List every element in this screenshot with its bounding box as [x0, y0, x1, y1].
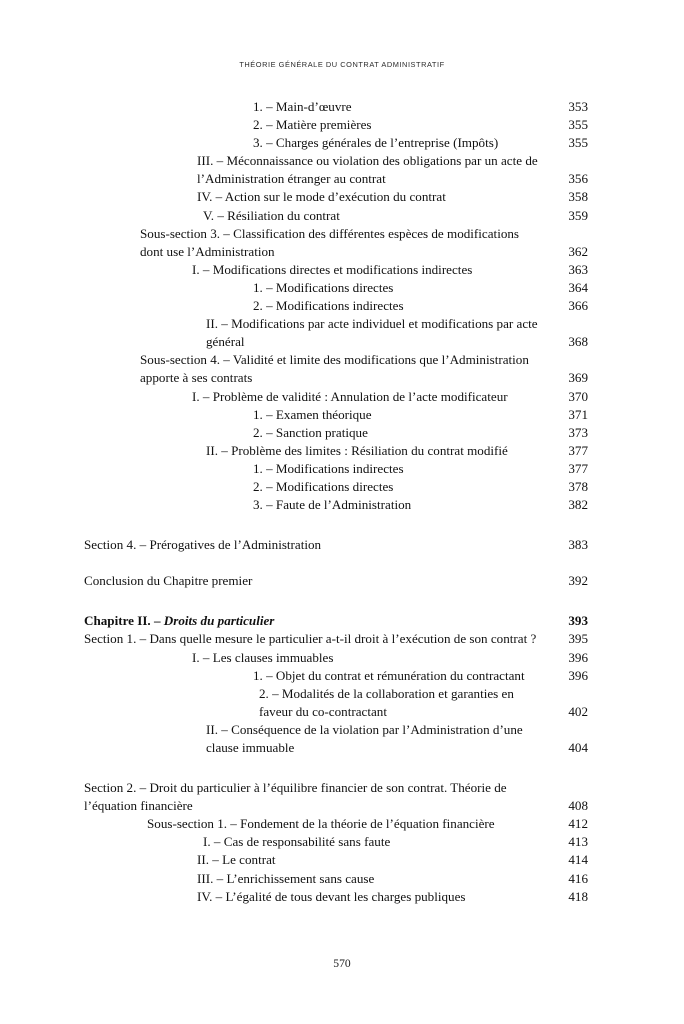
- toc-entry-page: 383: [568, 537, 588, 553]
- chapter-title: Droits du particulier: [163, 613, 275, 629]
- spacer: [84, 514, 588, 536]
- toc-entry[interactable]: [140, 351, 588, 387]
- toc-entry[interactable]: [203, 833, 588, 851]
- toc-entry-label: 2. – Modifications directes: [253, 478, 394, 494]
- toc-entry[interactable]: [253, 98, 588, 116]
- toc-entry-page: 371: [568, 406, 588, 422]
- toc-entry[interactable]: [197, 851, 588, 869]
- toc-entry[interactable]: [197, 188, 588, 206]
- toc-entry[interactable]: [147, 815, 588, 833]
- toc-entry-page: 356: [568, 171, 588, 187]
- toc-entry-page: 396: [568, 649, 588, 665]
- page-folio: 570: [333, 957, 351, 970]
- toc-entry-page: 408: [568, 798, 588, 814]
- toc-entry-page: 402: [568, 703, 588, 719]
- toc-entry-page: 396: [568, 667, 588, 683]
- toc-entry-page: 377: [568, 460, 588, 476]
- spacer: [84, 590, 588, 612]
- toc-entry-label: II. – Le contrat: [197, 852, 276, 868]
- toc-entry[interactable]: [206, 315, 588, 351]
- toc-entry[interactable]: [84, 630, 588, 648]
- toc-entry-page: 413: [568, 834, 588, 850]
- toc-entry[interactable]: [253, 460, 588, 478]
- toc-entry[interactable]: [192, 388, 588, 406]
- running-head: THÉORIE GÉNÉRALE DU CONTRAT ADMINISTRATIF: [239, 60, 445, 69]
- toc-entry-label: I. – Modifications directes et modifications indirectes: [192, 261, 473, 277]
- toc-entry-label: Section 4. – Prérogatives de l’Administration: [84, 537, 322, 553]
- toc-entry-page: 378: [568, 478, 588, 494]
- spacer: [84, 554, 588, 572]
- toc-entry-label: 3. – Charges générales de l’entreprise (Impôts): [253, 135, 499, 151]
- toc-entry[interactable]: [192, 649, 588, 667]
- toc-entry-page: 370: [568, 388, 588, 404]
- toc-entry-page: 369: [568, 370, 588, 386]
- toc-entry-page: 362: [568, 243, 588, 259]
- toc-entry-label: 2. – Matière premières: [253, 117, 372, 133]
- toc-entry-page: 377: [568, 442, 588, 458]
- toc-entry[interactable]: [253, 478, 588, 496]
- table-of-contents: [84, 98, 588, 906]
- toc-entry-label: I. – Problème de validité : Annulation de l’acte modificateur: [192, 388, 508, 404]
- toc-entry-page: 355: [568, 117, 588, 133]
- chapter-prefix: Chapitre II. –: [84, 613, 164, 629]
- toc-entry-page: 404: [568, 740, 588, 755]
- toc-entry[interactable]: [84, 779, 588, 815]
- toc-entry-label: 3. – Faute de l’Administration: [253, 497, 412, 513]
- toc-entry[interactable]: [253, 116, 588, 134]
- toc-entry-label: 1. – Examen théorique: [253, 406, 372, 422]
- toc-entry[interactable]: [253, 667, 588, 685]
- toc-entry-page: 368: [568, 334, 588, 350]
- toc-entry[interactable]: [203, 207, 588, 225]
- toc-entry-conclusion[interactable]: [84, 572, 588, 590]
- toc-entry-label: [84, 612, 588, 630]
- toc-entry-label: IV. – Action sur le mode d’exécution du contrat: [197, 189, 446, 205]
- toc-entry-section-4[interactable]: [84, 536, 588, 554]
- toc-entry-page: 358: [568, 189, 588, 205]
- toc-group-section-one: [84, 630, 588, 757]
- toc-entry-page: 392: [568, 573, 588, 589]
- toc-entry[interactable]: [253, 406, 588, 424]
- toc-entry-label: 1. – Modifications directes: [253, 279, 394, 295]
- toc-entry-page: 355: [568, 135, 588, 151]
- toc-entry[interactable]: [253, 297, 588, 315]
- toc-entry-page: 353: [568, 99, 588, 114]
- toc-entry-label: II. – Conséquence de la violation par l’Administration d’une clause immuable: [206, 721, 523, 755]
- toc-entry-label: III. – L’enrichissement sans cause: [197, 870, 375, 886]
- toc-group-chapter-one: [84, 98, 588, 514]
- toc-entry[interactable]: [253, 424, 588, 442]
- toc-entry-label: I. – Cas de responsabilité sans faute: [203, 834, 391, 850]
- toc-entry[interactable]: [253, 496, 588, 514]
- toc-entry-page: 373: [568, 424, 588, 440]
- toc-entry[interactable]: [197, 888, 588, 906]
- toc-entry-label: Conclusion du Chapitre premier: [84, 573, 253, 589]
- toc-entry-page: 416: [568, 870, 588, 886]
- toc-entry-label: V. – Résiliation du contrat: [203, 207, 340, 223]
- toc-entry-label: 1. – Objet du contrat et rémunération du contractant: [253, 667, 525, 683]
- toc-entry-page: 382: [568, 497, 588, 513]
- toc-entry-label: Section 1. – Dans quelle mesure le particulier a-t-il droit à l’exécution de son contrat ?: [84, 631, 537, 647]
- toc-entry-chapter-two[interactable]: [84, 612, 588, 630]
- toc-entry-page: 418: [568, 888, 588, 904]
- toc-entry[interactable]: [140, 225, 588, 261]
- toc-entry-label: 1. – Main-d’œuvre: [253, 99, 352, 114]
- toc-entry-page: 364: [568, 279, 588, 295]
- toc-entry-label: 1. – Modifications indirectes: [253, 460, 404, 476]
- toc-group-section-two: [84, 779, 588, 906]
- toc-entry-label: 2. – Modalités de la collaboration et garanties en faveur du co-contractant: [259, 685, 514, 719]
- toc-entry[interactable]: [197, 870, 588, 888]
- toc-entry-label: II. – Modifications par acte individuel et modifications par acte général: [206, 316, 538, 350]
- toc-entry[interactable]: [206, 721, 588, 757]
- toc-entry[interactable]: [253, 134, 588, 152]
- toc-entry-label: Section 2. – Droit du particulier à l’équilibre financier de son contrat. Théorie de l’équation financière: [84, 780, 507, 814]
- toc-entry-page: 395: [568, 631, 588, 647]
- toc-entry[interactable]: [259, 685, 588, 721]
- toc-entry[interactable]: [206, 442, 588, 460]
- toc-entry-label: I. – Les clauses immuables: [192, 649, 334, 665]
- toc-entry-page: 393: [568, 613, 588, 629]
- toc-entry-label: Sous-section 4. – Validité et limite des modifications que l’Administration apporte à ses contrats: [140, 352, 529, 386]
- spacer: [84, 757, 588, 779]
- toc-entry-page: 359: [568, 207, 588, 223]
- toc-entry-label: 2. – Sanction pratique: [253, 424, 368, 440]
- toc-entry-page: 363: [568, 261, 588, 277]
- toc-entry-page: 414: [568, 852, 588, 868]
- toc-entry-label: Sous-section 3. – Classification des différentes espèces de modifications dont use l’Administration: [140, 225, 520, 259]
- toc-entry-label: Sous-section 1. – Fondement de la théorie de l’équation financière: [147, 816, 495, 832]
- toc-entry-label: III. – Méconnaissance ou violation des obligations par un acte de l’Administration étranger au contrat: [197, 153, 538, 187]
- toc-entry-label: II. – Problème des limites : Résiliation du contrat modifié: [206, 442, 508, 458]
- toc-entry[interactable]: [197, 152, 588, 188]
- toc-entry-page: 366: [568, 298, 588, 314]
- toc-entry-label: IV. – L’égalité de tous devant les charges publiques: [197, 888, 466, 904]
- toc-entry-page: 412: [568, 816, 588, 832]
- toc-entry[interactable]: [253, 279, 588, 297]
- toc-entry-label: 2. – Modifications indirectes: [253, 298, 404, 314]
- toc-entry[interactable]: [192, 261, 588, 279]
